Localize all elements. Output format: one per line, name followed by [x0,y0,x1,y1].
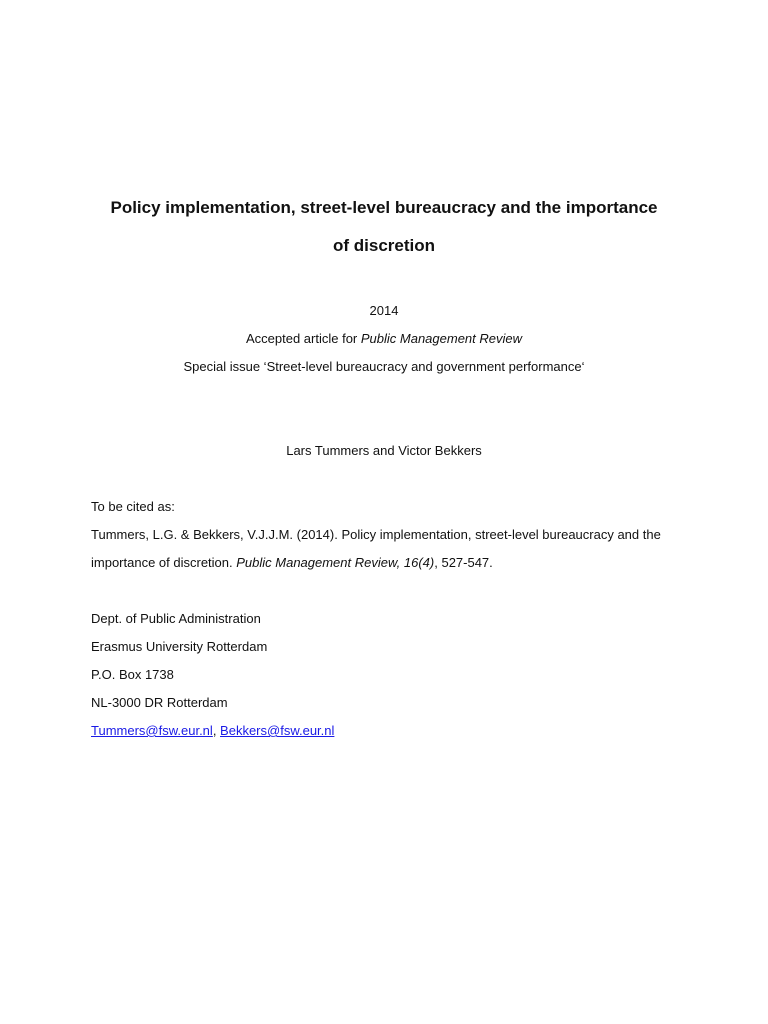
citation-line-2-prefix: importance of discretion. [91,555,237,570]
email-separator: , [212,723,221,738]
accepted-prefix: Accepted article for [245,331,361,346]
address-po-box: P.O. Box 1738 [91,667,174,682]
accepted-article-line [0,331,768,347]
authors-line: Lars Tummers and Victor Bekkers [286,443,482,458]
citation-label: To be cited as: [91,499,175,514]
citation-journal: Public Management Review, 16(4) [236,555,435,570]
citation-line-1: Tummers, L.G. & Bekkers, V.J.J.M. (2014). Policy implementation, street-level bureaucracy and the [91,527,661,542]
citation-line-2 [91,555,493,571]
email-link-tummers[interactable]: Tummers@fsw.eur.nl [91,723,213,738]
paper-title-line-1: Policy implementation, street-level bureaucracy and the importance [110,198,658,217]
publication-year: 2014 [369,303,399,318]
email-line [91,723,334,739]
journal-name: Public Management Review [360,331,523,346]
paper-title-line-2: of discretion [332,236,435,255]
address-university: Erasmus University Rotterdam [91,639,268,654]
email-link-bekkers[interactable]: Bekkers@fsw.eur.nl [220,723,335,738]
citation-line-2-suffix: , 527-547. [434,555,493,570]
special-issue-line: Special issue ‘Street-level bureaucracy and government performance‘ [183,359,585,374]
address-city: NL-3000 DR Rotterdam [91,695,228,710]
address-department: Dept. of Public Administration [91,611,261,626]
